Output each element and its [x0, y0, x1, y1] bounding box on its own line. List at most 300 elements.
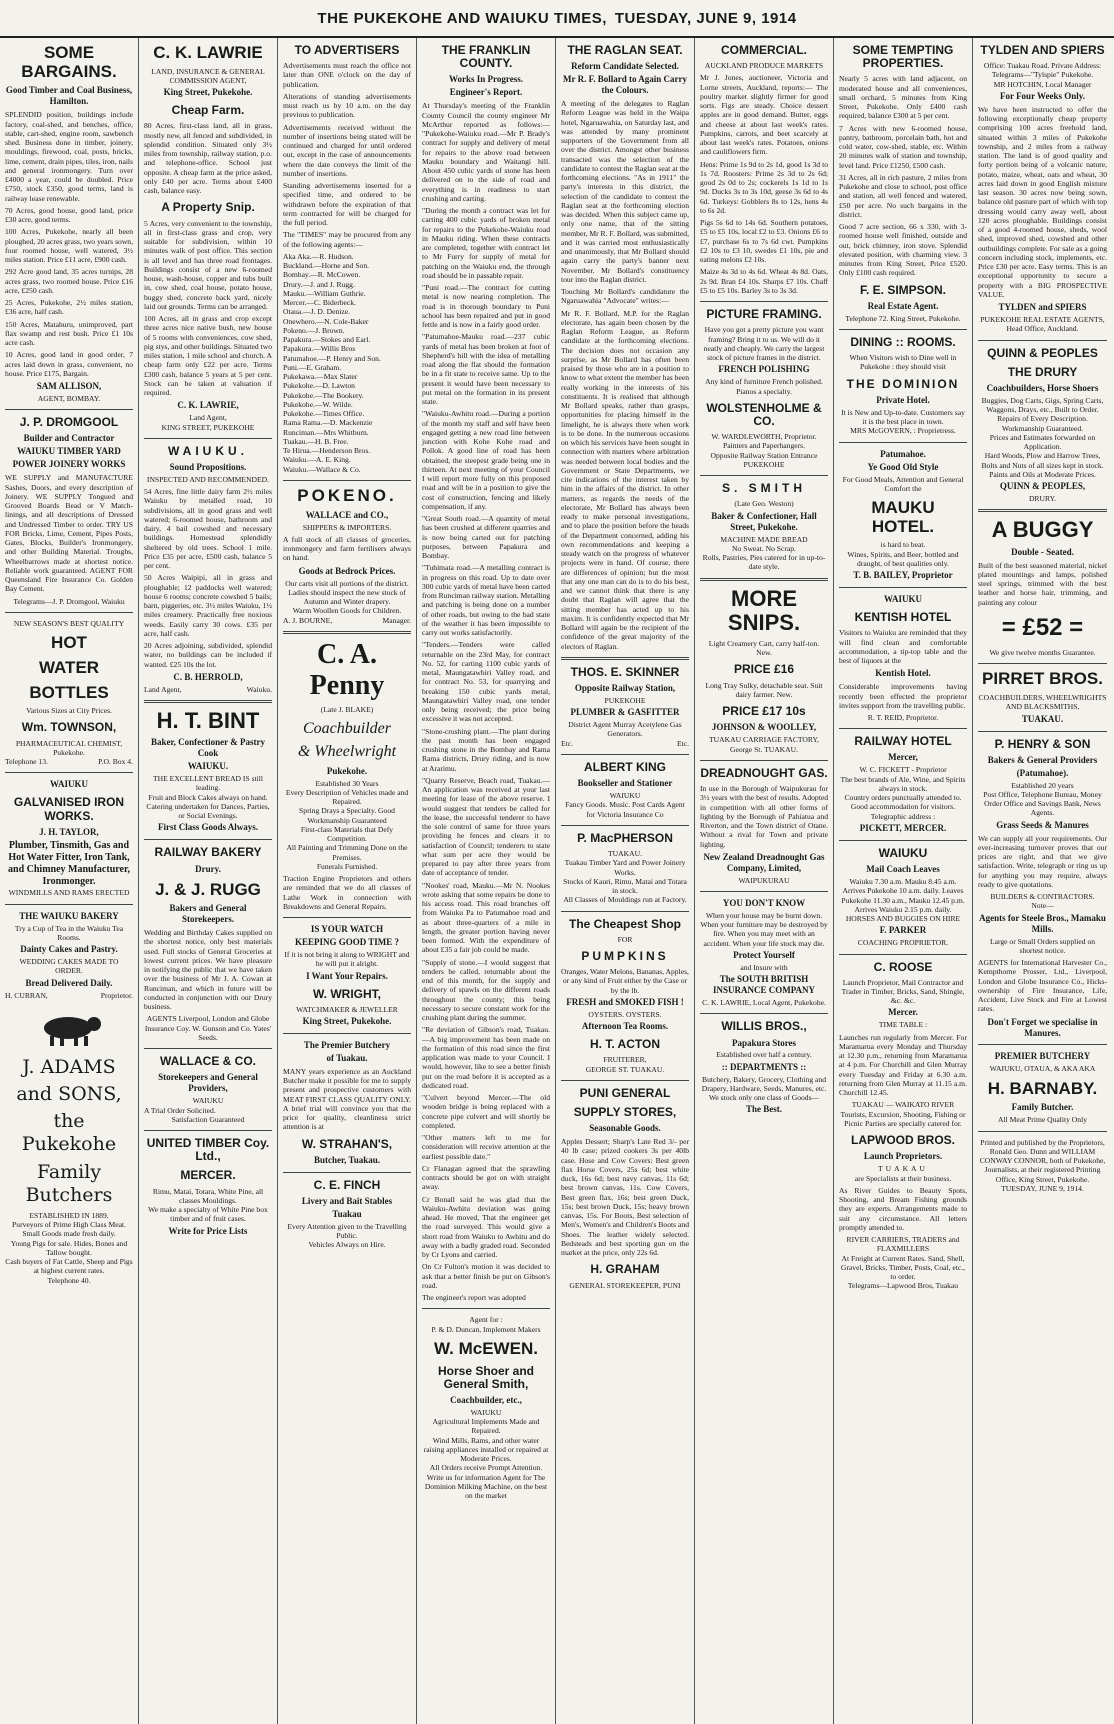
agent-list-item: Waiuku.—A. E. King. [283, 455, 351, 465]
column-2 [139, 38, 278, 1724]
paper-date: TUESDAY, JUNE 9, 1914 [614, 9, 797, 27]
bakery-try: Try a Cup of Tea in the Waiuku Tea Rooms. [14, 923, 124, 942]
cash-buyers: Cash buyers of Fat Cattle, Sheep and Pigs at highest current rates. [5, 1257, 133, 1276]
farm-listing: 5 Acres, very convenient to the township, all in first-class grass and crop, very suitable for subdivision, within 10 minutes walk of post office. This section is all level and has three road frontages. Buildings consist of a new 6-roomed house, wash-house, copper and tubs built in, cow shed, coal house, potato house, buggy shed, concrete back yard, nicely laid out grounds. Terms can be arranged. [144, 218, 272, 311]
tuakau-heading: TUAKAU — WAIKATO RIVER [851, 1100, 955, 1110]
tylden-heading: TYLDEN AND SPIERS [980, 43, 1105, 57]
agent-list-item: Bombay.—R. McCowen. [283, 270, 361, 280]
springdrays-text: Spring Drays a Specialty. Good Workmanship Guaranteed [299, 806, 395, 825]
herrold-role: Land Agent, [144, 684, 182, 694]
bourne-name: A. J. BOURNE, [283, 615, 333, 625]
bakers-heading: Bakers & General Providers [987, 754, 1098, 765]
column-6 [695, 38, 834, 1724]
article-paragraph: The engineer's report was adopted [422, 1293, 526, 1303]
roose-heading: C. ROOSE [873, 959, 933, 974]
imprint-date: TUESDAY, JUNE 9, 1914. [1001, 1183, 1084, 1193]
builders-text: BUILDERS & CONTRACTORS. [990, 892, 1095, 902]
paper-title: THE PUKEKOHE AND WAIUKU TIMES, [317, 9, 607, 27]
agent-list-item: Patumahoe.—P. Henry and Son. [283, 353, 381, 363]
tuakau2-text: TUAKAU [877, 1164, 929, 1174]
agents-text: PUKEKOHE REAL ESTATE AGENTS, [980, 315, 1105, 325]
rugg-agents: AGENTS Liverpool, London and Globe Insurance Coy. W. Gunson and Co. Yates' Seeds. [144, 1014, 272, 1042]
nosweat-text: No Sweat. No Scrap. [732, 543, 796, 553]
lawrie-sub: LAND, INSURANCE & GENERAL COMMISSION AGENT, [151, 66, 265, 85]
tylden2-heading: TYLDEN and SPIERS [998, 302, 1087, 313]
premier-heading: PREMIER BUTCHERY [994, 1051, 1091, 1062]
season-text: NEW SEASON'S BEST QUALITY [13, 618, 125, 628]
raglan-heading: THE RAGLAN SEAT. [567, 43, 683, 57]
watch-question: KEEPING GOOD TIME ? [294, 937, 400, 948]
butchery-heading: The Premier Butchery [303, 1039, 391, 1050]
lawrie-place: KING STREET, PUKEKOHE [161, 422, 255, 432]
mail-text: Waiuku 7.30 a.m. Mauku 8.45 a.m. Arrives Pukekohe 10 a.m. daily. Leaves Pukekohe 11.30 a.m., Mauku 12.45 p.m. Arrives Waiuku 2.15 p.m. daily. [841, 877, 965, 914]
article-paragraph: "Patumahoe-Mauku road.—237 cubic yards of metal has been broken at foot of Shepherd's hill with the idea of metalling road along the flat should the formation be in a fit state to receive same. Up to the present it would have been necessary to put metal on the formation in its present state. [422, 332, 550, 407]
goods-text: Apples Dessert; Sharp's Late Red 3/- per 40 lb case; prized cookers 3s per 40lb case. Hose and Cow Covers: Best green flax Horse Covers, 25s 6d; best white duck, 16s 6d; best navy canvas, 11s 6d; best brown canvas, 11s. Cow Covers, Best green flax, 16s; best green Duck, 15s; best brown Duck, 15s; heavy brown canvas, 15s. For Boots, Best selection of Men's, Women's and Children's Boots and Shoes. The leather widely selected. Bedsteads and best sporting gun on the market at the price, only 22s 6d. [561, 1137, 689, 1258]
agent-list-item: Pukekohe.—The Bookery. [283, 390, 364, 400]
printed-text: Printed and published by the Proprietors, Ronald Geo. Dunn and WILLIAM CONWAY CONNOR, both of Pukekohe, Journalists, at their registered Printing Office, King Street, Pukekohe. [979, 1137, 1106, 1184]
dromgool-sub: POWER JOINERY WORKS [12, 459, 126, 470]
tray-text: Long Tray Sulky, detachable seat. Suit dairy farmer. New. [705, 680, 823, 699]
new-text: It is New and Up-to-date. Customers say it is the best place in town. [841, 407, 965, 427]
wright-heading: W. WRIGHT, [313, 986, 381, 1001]
snips-text: Light Creamery Cart, carry half-ton. New. [708, 638, 820, 658]
firstclass-text: First Class Goods Always. [157, 822, 258, 833]
satisfaction-text: Satisfaction Guaranteed [171, 1114, 245, 1124]
supply-heading: SUPPLY STORES, [573, 1105, 677, 1119]
pirret-heading: PIRRET BROS. [982, 669, 1103, 689]
agent-list-item: Runciman.—Mrs Whitburn. [283, 427, 369, 437]
kentish2-heading: Kentish Hotel. [875, 668, 931, 679]
country-text: Country orders punctually attended to. [844, 793, 962, 803]
timber-text: Tuakau Timber Yard and Power Joinery Works. [564, 858, 686, 877]
hot-heading: HOT [51, 633, 87, 653]
finch-heading: C. E. FINCH [313, 1177, 381, 1192]
curran-role: Proprietor. [100, 990, 133, 1000]
townson-heading: Wm. TOWNSON, [21, 720, 117, 735]
prices-text: Prices and Estimates forwarded on Application. [989, 432, 1096, 452]
pokeno-text: A full stock of all classes of groceries, ironmongery and farm fertilisers always on hand. [283, 534, 411, 563]
pirret-place: TUAKAU. [1021, 713, 1064, 724]
tourists-text: Tourists, Excursion, Shooting, Fishing or Picnic Parties are specially catered for. [840, 1109, 966, 1128]
henry-heading: P. HENRY & SON [994, 736, 1091, 751]
pokeno-role: SHIPPERS & IMPORTERS. [302, 522, 392, 532]
stocks-text: Stocks of Kauri, Rimu, Matai and Totara in stock. [563, 876, 687, 896]
family-text: Family Butcher. [1011, 1102, 1074, 1113]
double-heading: Double - Seated. [1011, 546, 1074, 557]
rimu-text: Rimu, Matai, Totara, White Pine, all classes Mouldings. [152, 1186, 264, 1205]
telegraphic-text: Telegraphic address : [870, 811, 936, 821]
coachbuilder-heading: Coachbuilder [303, 719, 391, 737]
dominion-heading: THE DOMINION [846, 376, 960, 391]
dontknow-heading: YOU DON'T KNOW [722, 897, 806, 908]
carts-text: Our carts visit all portions of the district. [285, 578, 409, 588]
ye-text: For Good Meals, Attention and General Comfort the [842, 474, 964, 493]
advertisers-text: Advertisements received without the number of insertions being stated will be continued and charged for until ordered out, except in the case of announcements where the date conveys the limit of the number of insertions. [283, 122, 411, 178]
timetable-heading: TIME TABLE : [878, 1020, 928, 1030]
coaching-text: COACHING PROPRIETOR. [857, 938, 949, 948]
agent-list-item: Pukekohe.—D. Lawton [283, 381, 355, 391]
grass-text: We can supply all your requirements. Our ever-increasing turnover proves that our prices are right, and that we give satisfaction. Write, telegraph or ring us up for anything you may require, always ready to give quotations. [978, 833, 1107, 889]
south-heading: The SOUTH BRITISH INSURANCE COMPANY [712, 974, 816, 996]
wright-role: WATCHMAKER & JEWELLER [296, 1004, 398, 1014]
etc-text: Etc. [561, 738, 574, 748]
large-text: Large or Small Orders supplied on shortest notice. [989, 936, 1096, 955]
farm-listing: 100 Acres, all in grass and crop except three acres nice native bush, new house of 5 rooms with conveniences, cow shed, pig stys, and other buildings. Situated two miles station, 1 mile school and church. A cheap farm only £22 per acre. Terms £300 cash, balance 5 years at 5 per cent. Stock can be taken at valuation if required. [144, 314, 272, 398]
french-text: Any kind of furniture French polished. Pianos a specialty. [705, 377, 823, 396]
repairs-text: Every Description of Vehicles made and Repaired. [285, 787, 409, 807]
article-paragraph: Touching Mr Bollard's candidature the Ngaruawahia "Advocate" writes:— [561, 287, 689, 306]
oranges-text: Oranges, Water Melons, Bananas, Apples, or any kind of Fruit either by the Case or by the lb. [561, 967, 689, 995]
agent-list-item: Papakura.—Willis Bros [283, 344, 356, 354]
agent-list-item: Mercer.—C. Biderbeck. [283, 298, 356, 308]
produce-heading: AUCKLAND PRODUCE MARKETS [704, 61, 824, 71]
waiuku2-heading: WAIUKU [878, 845, 928, 860]
commercial-heading: COMMERCIAL. [721, 43, 807, 57]
tempt-heading: SOME TEMPTING PROPERTIES. [852, 43, 954, 71]
agent-list-item: Drury.—J. and J. Rugg. [283, 279, 355, 289]
bourne-role: Manager. [382, 615, 411, 625]
bollard-heading: Mr R. F. Bollard to Again Carry the Colours. [563, 74, 687, 96]
strahan-heading: W. STRAHAN'S, [301, 1136, 393, 1151]
river-text: As River Guides to Beauty Spots, Shooting, and Bream Fishing grounds they are experts. Arrangements made to suit any circumstance. All letters promptly attended to. [839, 1185, 967, 1232]
specialists-text: are Specialists at their business. [854, 1173, 952, 1183]
article-paragraph: A meeting of the delegates to Raglan Reform League was held in the Waipa hotel, Ngaruawahia, on Saturday last, and was attended by many prominent supporters of the Government from all over the district. Amongst other business transacted was the selection of the candidate to contest the Raglan seat at the forthcoming elections. "As in 1911" the party's interests in this district, the selection of the candidate to contest the Raglan seat at the forthcoming election was decided. When this subject came up, only one name, that of the sitting member, Mr R. F. Bollard, was submitted, and it was carried most enthusiastically and unanimously, that Mr Bollard should again carry the party's banner next November. Mr Bollard's constituency tour into the Raglan district. [561, 99, 689, 284]
agents2-text: AGENTS for International Harvester Co., Kempthorne Prosser, Ltd., Liverpool, London and Globe Insurance Co., Hicks-ownership of Fire Insurance, Life, Accident, Live Stock and Fire at Lowest rates. [978, 958, 1107, 1014]
smith-late: (Late Geo. Weston) [734, 499, 794, 509]
picture-heading: PICTURE FRAMING. [706, 307, 822, 322]
skinner-heading: THOS. E. SKINNER [570, 664, 680, 679]
adams-heading: Family Butchers [25, 1160, 113, 1206]
rugg-sub: Bakers and General Storekeepers. [169, 903, 247, 925]
machine-text: MACHINE MADE BREAD [720, 534, 808, 544]
puni-heading: PUNI GENERAL [579, 1085, 671, 1100]
funerals-text: Funerals Furnished. [316, 861, 378, 871]
lawrie-name: C. K. LAWRIE, [177, 400, 239, 411]
article-paragraph: "Stone-crushing plant.—The plant during the past month has been engaged crushing stone in the Bombay and Rama Rama districts, Drury riding, and is now at Ararimu. [422, 726, 550, 773]
bint-place: WAIUKU. [187, 761, 229, 772]
coach-text: Buggies, Dog Carts, Gigs, Spring Carts, Waggons, Drays, etc., Built to Order. [981, 395, 1104, 415]
drury2-text: DRURY. [1028, 494, 1057, 504]
windmills-text: Wind Mills, Rams, and other water raising appliances installed or repaired at Moderate Prices. [423, 1435, 549, 1464]
post-text: Post Office, Telephone Bureau, Money Order Office and Savings Bank, News Agents. [983, 789, 1102, 818]
dread-heading: DREADNOUGHT GAS. [700, 765, 828, 780]
lawrie-heading: C. K. LAWRIE [153, 43, 263, 62]
repairs-text: Repairs of Every Description. Workmanship Guaranteed. [997, 414, 1088, 433]
timetable-text: Launches run regularly from Mercer. For Maramarua every Monday and Thursday at 12.30 p.m., returning from Maramarua at 4 p.m. For Churchill and Glen Murray every Tuesday and Friday at 6.30 a.m. returning from Glen Murray at 11.15 a.m. Churchill 12.45. [839, 1032, 967, 1098]
farm-listing: 150 Acres, Matahuru, unimproved, part flax swamp and rest bush. Price £1 10s acre cash. [5, 319, 133, 348]
snips-heading: MORE SNIPS. [727, 585, 801, 635]
livery-text: Livery and Bait Stables [301, 1196, 393, 1206]
cheapest-heading: The Cheapest Shop [568, 916, 681, 931]
column-5 [556, 38, 695, 1724]
report-heading: Engineer's Report. [449, 87, 523, 98]
reform-heading: Reform Candidate Selected. [571, 61, 679, 72]
railway-bakery-heading: RAILWAY BAKERY [154, 845, 262, 860]
oysters-text: OYSTERS. OYSTERS. [588, 1009, 662, 1019]
mouldings-text: All Classes of Mouldings run at Factory. [563, 895, 687, 905]
wolst-role: W. WARDLEWORTH, Proprietor. [711, 432, 817, 442]
skinner-sub: Opposite Railway Station, [574, 683, 676, 694]
etc-text: Etc. [676, 738, 689, 748]
agent-name: SAM ALLISON, [36, 381, 102, 392]
mail-heading: Mail Coach Leaves [866, 864, 940, 875]
lawrie-place: King Street, Pukekohe. [163, 87, 253, 98]
adams-heading: and SONS, [16, 1083, 122, 1106]
mercer-heading: MERCER. [180, 1168, 236, 1183]
column-4 [417, 38, 556, 1724]
rates-text: At Freight at Current Rates. Sand, Shell, Gravel, Bricks, Timber, Posts, Coal, etc., to order. [840, 1253, 966, 1282]
pumpkins-heading: PUMPKINS [581, 949, 669, 963]
lawrie-role: Land Agent, [189, 413, 227, 423]
specialty-text: We make a specialty of White Pine box timber and of fruit cases. [148, 1205, 268, 1224]
prime-text: All Meat Prime Quality Only [997, 1115, 1087, 1125]
article-paragraph: Mr J. Jones, auctioneer, Victoria and Lorne streets, Auckland, reports:— The poultry market slightly firmer for good sorts. Figs are steady. Choice dessert apples are in good demand. Butter, eggs and cheese at about last week's rates. Pumpkins, carrots, and beet scarcely at about last week's rates. Potatoes, onions and cauliflowers firm. [700, 73, 828, 157]
agent-list-item: Waiuku.—Wallace & Co. [283, 464, 361, 474]
rolls-text: Rolls, Pastries, Pies catered for in up-to-date style. [702, 553, 826, 572]
opposite-text: Opposite Railway Station Entrance [710, 450, 818, 460]
penny-late: (Late J. BLAKE) [320, 705, 374, 715]
established: ESTABLISHED IN 1889. [29, 1210, 109, 1220]
farm-listing: 20 Acres adjoining, subdivided, splendid water, no buildings can be included if wanted. £25 10s the lot. [144, 641, 272, 669]
smith-heading: S. SMITH [721, 481, 806, 496]
agent-place: AGENT, BOMBAY. [37, 394, 101, 404]
bull-illustration-icon [34, 1008, 104, 1048]
johnson-sub: TUAKAU CARRIAGE FACTORY, [709, 735, 819, 745]
dromgool-sub: Builder and Contractor [23, 433, 115, 444]
article-paragraph: "Quarry Reserve, Beach road, Tuakau.—An application was received at your last meeting for lease of the above reserve. I would suggest that tenders be called for the lease, the successful tenderer to have the sole control of same for three years providing he fences and clears it to satisfaction of Council; tenderers to state what sum per acre they would be prepared to pay after three years from date of acceptance of tender. [422, 775, 550, 878]
farm-listing: 25 Acres, Pukekohe, 2½ miles station, £36 acre, half cash. [5, 298, 133, 317]
agent-list-item: Tuakau.—H. B. Free. [283, 436, 349, 446]
king-heading: ALBERT KING [584, 759, 666, 774]
adams-tel: Telephone 40. [47, 1275, 91, 1285]
willis-sub: Papakura Stores [731, 1037, 797, 1048]
property-listing: Good 7 acre section, 66 x 330, with 3-roomed house well finished, outside and out, brick chimney, iron stove. Splendid elevated position, with charming view. 3 minutes from King Street, Price £520. Only £100 cash required. [839, 222, 967, 278]
waiuku-heading: WAIUKU. [168, 443, 248, 458]
property-listing: 7 Acres with new 6-roomed house, pantry, bathroom, porcelain bath, hot and cold water, cow-shed, stable, etc. Within 20 minutes walk of station and township, level land. Price £1250, £500 cash. [839, 123, 967, 170]
advertisers-text: Standing advertisements inserted for a specified time, and ordered to be withdrawn before the expiration of that term contracted for will be charged for the full period. [283, 181, 411, 228]
agent-names: P. & D. Duncan, Implement Makers [431, 1324, 541, 1334]
article-paragraph: Hens: Prime 1s 9d to 2s 1d, good 1s 3d to 1s 7d. Roosters: Prime 2s 3d to 2s 6d; good 2s 0d to 2s; cockerels 1s 1d to 1s 9d. Ducks 3s to 3s 10d, geese 3s 6d to 4s 6d. Turkeys: Gobblers 8s to 12s, hens 4s to 6s 2d. [700, 159, 828, 215]
simpson-heading: F. E. SIMPSON. [859, 282, 946, 297]
bakery-heading: THE WAIUKU BAKERY [19, 910, 119, 921]
advertisers-text: The "TIMES" may be procured from any of the following agents:— [283, 230, 411, 249]
wolstenholme-heading: WOLSTENHOLME & CO. [706, 400, 822, 429]
want-text: I Want Your Repairs. [306, 970, 388, 981]
column-7 [834, 38, 973, 1724]
agent-list-item: Rama Rama.—D. Mackenzie [283, 418, 373, 428]
wedding-text: WEDDING CAKES MADE TO ORDER. [19, 957, 119, 976]
farm-listing: 54 Acres, fine little dairy farm 2½ miles Waiuku by metalled road, 10 subdivisions, all in good grass and well watered; 6-roomed house, bathroom and dairy, 4 bail cowshed and necessary buildings. Homestead splendidly sheltered by old trees. School 1 mile. Price £35 per acre, £500 cash, balance 5 per cent. [144, 487, 272, 571]
for-text: FOR [617, 934, 633, 944]
railway-hotel-heading: RAILWAY HOTEL [854, 734, 952, 749]
cheap-heading: Cheap Farm. [171, 103, 245, 118]
works-heading: Works In Progress. [449, 74, 523, 85]
king-place: WAIUKU [609, 791, 641, 801]
accom-text: Good accommodation for visitors. [850, 802, 956, 812]
adams-heading: J. ADAMS [22, 1055, 116, 1078]
painters-text: Painters and Paperhangers. [722, 441, 806, 451]
fickett-text: W. C. FICKETT - Proprietor [859, 765, 947, 775]
wines-text: Wines, Spirits, and Beer, bottled and draught, of best qualities only. [847, 549, 959, 568]
steele-text: Agents for Steele Bros., Mamaku Mills. [979, 912, 1106, 934]
farm-listing: 80 Acres, first-class land, all in grass, mostly new, all fenced and subdivided, in splendid condition. Situated only 3½ miles from township, railway station, p.o. and telephone-office. School just opposite. A cheap farm at the price asked, only £40 per acre. Terms about £400 cash, balance easy. [144, 121, 272, 196]
mauku-heading: MAUKU HOTEL. [871, 498, 935, 536]
farm-listing: 100 Acres, Pukekohe, nearly all been ploughed, 20 acres grass, two years sown, four roomed house, well watered, 3½ miles station. Price £11 acre, £900 cash. [5, 227, 133, 265]
quinn2-heading: QUINN & PEOPLES, [999, 481, 1086, 492]
picture-text: Have you got a pretty picture you want framing? Bring it to us. We will do it neatly and cheaply. We carry the largest stock of picture frames in the district. [703, 325, 825, 363]
drury-text: Drury. [195, 863, 221, 874]
pickett-text: PICKETT, MERCER. [859, 822, 947, 833]
hard-text: Hard Woods, Plow and Harrow Trees, Bolts and Nuts of all sizes kept in stock. [981, 451, 1104, 470]
agent-list-item: Pukekawa.—Max Slater [283, 372, 358, 382]
column-1 [0, 38, 139, 1724]
dromgool-sub: WAIUKU TIMBER YARD [17, 446, 121, 457]
tylden-text: Office: Tuakau Road. Private Address: Telegrams—"Tylspie" Pukekohe. [983, 61, 1102, 80]
purveyors: Purveyors of Prime High Class Meat. [12, 1220, 126, 1230]
barnaby-heading: H. BARNABY. [987, 1078, 1098, 1098]
dromgool-heading: J. P. DROMGOOL [19, 415, 119, 430]
price-heading: PRICE £17 10s [722, 704, 806, 719]
mercer-text: Mercer, [888, 752, 918, 763]
kentish-text: Visitors to Waiuku are reminded that they will find clean and comfortable accommodation, a tip-top table and the best of liquors at the [839, 628, 967, 666]
buggy-price: = £52 = [1001, 613, 1084, 641]
acetylene-text: District Agent Murray Acetylene Gas Generators. [568, 720, 682, 739]
lapwood-heading: LAPWOOD BROS. [851, 1133, 955, 1148]
materials-text: First-class Materials that Defy Competition. [300, 824, 394, 844]
bargains-subheading: Good Timber and Coal Business, Hamilton. [5, 85, 133, 107]
article-paragraph: "Other matters left to me for consideration will receive attention at the earliest possible date." [422, 1133, 550, 1161]
note-text: Note— [1031, 901, 1054, 911]
mr-text: MR HOTCHIN, Local Manager [993, 79, 1092, 89]
best-text: The Best. [746, 1104, 782, 1115]
private-text: Private Hotel. [876, 394, 930, 405]
grass-heading: Grass Seeds & Manures [996, 819, 1089, 830]
mauku-text: is hard to beat. [880, 540, 926, 550]
agent-for: Agent for : [469, 1315, 503, 1325]
premier-place: WAIUKU, OTAUA, & AKA AKA [989, 1064, 1096, 1074]
willis-heading: WILLIS BROS., [721, 1019, 807, 1034]
advertisers-text: Advertisements must reach the office not later than ONE o'clock on the day of publication. [283, 61, 411, 89]
dromgool-text: WE SUPPLY and MANUFACTURE Sashes, Doors, and every description of Joinery. WE SUPPLY Tongued and Grooved Boards Bead or V Match-linings, and all descriptions of Dressed and Undressed Timber to order. TRY US FOR Bricks, Lime, Cement, Pipes Posts, Gates, Blocks, Builder's Ironmongery, and other Building Material. Troughs, Wheelbarrows made at shortest notice. Reliable work guaranteed. AGENT FOR Queensland Fire Insurance Co. Golden Bay Cement. [5, 473, 133, 594]
article-paragraph: On Cr Fulton's motion it was decided to ask that a better finish be put on Gibson's road. [422, 1262, 550, 1290]
chemist-text: PHARMACEUTICAL CHEMIST, [15, 738, 123, 748]
excellent-text: THE EXCELLENT BREAD IS still leading. [153, 774, 263, 793]
waiuku-heading: WAIUKU [883, 594, 922, 605]
waiuku-heading: WAIUKU [49, 779, 88, 790]
chemist-tel: Telephone 13. [5, 757, 48, 767]
orders-text: All Orders receive Prompt Attention. Write us for information Agent for The Dominion Milking Machine, on the best on the market [424, 1463, 548, 1501]
fruit-text: Fruit and Block Cakes always on hand. [148, 792, 268, 802]
seasonable-text: Seasonable Goods. [589, 1123, 661, 1134]
dining-heading: DINING :: ROOMS. [850, 335, 956, 350]
masthead [0, 0, 1114, 38]
article-paragraph: "Tuhimata road.—A metalling contract is in progress on this road. Up to date over 300 cubic yards of metal have been carted from Runciman railway station. Metalling and patching is being done on a number of other roads, but owing to the bad state of the weather it has been impossible to carry out works satisfactorily. [422, 563, 551, 638]
dontforget-text: Don't Forget we specialise in Manures. [987, 1016, 1098, 1038]
parker-heading: F. PARKER [879, 925, 927, 936]
bottles-heading: BOTTLES [29, 682, 109, 702]
coach-heading: Coachbuilders, Horse Shoers [986, 383, 1099, 393]
storekeepers-text: Storekeepers and General Providers, [158, 1072, 258, 1094]
implements-text: Agricultural Implements Made and Repaired. [432, 1417, 540, 1436]
franklin-heading: THE FRANKLIN COUNTY. [441, 43, 531, 71]
agent-list-item: Pukekohe.—W. Wilde. [283, 399, 353, 409]
agent-list-item: Te Hirua.—Henderson Bros. [283, 446, 371, 456]
agents-list [283, 252, 411, 474]
bargains-heading: SOME BARGAINS. [21, 43, 117, 81]
nz-place: WAIPUKURAU [738, 875, 790, 885]
article-paragraph: Mr R. F. Bollard, M.P. for the Raglan electorate, has again been chosen by the Raglan Reform League, as Reform candidate at the forthcoming elections. The decision does not occasion any surprise, as Mr Bollard has often been praised by those who are in a position to know to what extent the member has been really working in the interests of his constituents. It is realised that although Mr Bollard speaks, rather than grasps, opportunities for placing himself in the limelight, he is always there when work is to be done. In the numerous occasions on which his services have been sought in connection with matters where arbitration was needed between local bodies and the Government or State Departments, we cite indications of the interest taken by him in the affairs of the district. In other matters, as regards the needs of the electorate, Mr Bollard has always been ready to make personal investigations, and to place the position before the heads of the Department concerned, adding his own recommendations and keeping a steady watch on the progress of whatever projects were in hand. Of course, there are differences of opinion; but the most that any one man can do is to do his best, and we cannot think that there is any doubt that Raglan will agree that the sitting member has acted up to his maxim. It is confidently expected that Mr Bollard will again be the recipient of the confidence of the great majority of the electors of Raglan. [561, 308, 689, 651]
united-heading: UNITED TIMBER Coy. Ltd., [146, 1136, 270, 1164]
simpson-sub: Real Estate Agent. [867, 300, 939, 311]
finch-text: Every Attention given to the Travelling Public. [287, 1221, 407, 1241]
nz-heading: New Zealand Dreadnought Gas Company, Limited, [703, 851, 825, 873]
article-paragraph: "Nookes' road, Mauku.—Mr N. Nookes wrote asking that some repairs be done to his access road. This road branches off from Waiuku Pa to Patumahoe road and as about three-quarters of a mile in length, the greater portion having never been formed. With the expenditure of about £35 a fair job could be made. [422, 880, 550, 955]
inspected-text: INSPECTED AND RECOMMENDED. [146, 474, 270, 484]
fresh-text: FRESH and SMOKED FISH ! [566, 996, 684, 1007]
mcewen-heading: W. McEWEN. [434, 1338, 538, 1358]
column-3 [278, 38, 417, 1724]
pokeno-sub: WALLACE and CO., [305, 509, 389, 520]
protect-text: Protect Yourself [733, 949, 795, 960]
macpherson-place: TUAKAU. [608, 849, 642, 859]
article-paragraph: "Supply of stone.—I would suggest that tenders be called, returnable about the end of this month, for the supply and delivery of spawls on the different roads throughout the county; this being necessary to secure constant work for the crushing plant during the summer. [422, 957, 550, 1023]
sound-heading: Sound Propositions. [169, 461, 247, 472]
agent-list-item: Aka Aka.—R. Hudson. [283, 251, 354, 261]
farm-listing: 50 Acres Waipipi, all in grass and ploughable; 12 paddocks well watered; house 6 rooms; concrete cowshed 5 bails; barn, piggeries, etc. 3½ miles Waiuku, 1½ miles creamery. Practically free noxious weeds. Easily carry 30 cows. £35 per acre, half cash. [144, 573, 272, 638]
finch-place: Tuakau [332, 1208, 362, 1219]
mcewen-sub: Horse Shoer and General Smith, [437, 1363, 535, 1391]
farm-listing: 70 Acres, good house, good land, price £30 acre, good terms. [5, 205, 133, 225]
taylor-lines: Plumber, Tinsmith, Gas and Hot Water Fitter, Iron Tank, and Chimney Manufacturer, Ironmonger. [8, 839, 130, 888]
patumahoe-text: (Patumahoe). [1016, 767, 1069, 778]
trial-text: A Trial Order Solicited. [144, 1105, 216, 1115]
penny-place: Pukekohe. [326, 765, 368, 776]
agent-list-item: Papakura.—Stokes and Earl. [283, 335, 371, 345]
offer-text: We have been instructed to offer the following exceptionally cheap property comprising 100 acres freehold land, situated within 3 miles of Pukekohe township, and 2 miles from a railway station. The land is of good quality and forty portion being of a volcanic nature, potato, maize, wheat, oats and wheat, 30 acres laid down in good English mixture last season. 30 acres now being sown, balance old pasture part of which with top dressing would carry away well, about 120 acres ploughable. Buildings consist of a good 4-roomed house, sheds, wool shed, improved shed, cowshed and other outbuildings complete. For sale as a going concern including stock, implements, etc. Price £30 per acre. Easy terms. This is an exceptional opportunity to secure a property with a BIG PROSPECTIVE VALUE. [978, 104, 1107, 299]
bailey-text: T. B. BAILEY, Proprietor [853, 570, 953, 581]
depts-heading: :: DEPARTMENTS :: [721, 1061, 807, 1072]
macpherson-heading: P. MacPHERSON [577, 830, 673, 845]
johnson-place: George St. TUAKAU. [729, 744, 799, 754]
best-brands: The best brands of Ale, Wine, and Spirits always in stock. [840, 774, 966, 793]
pirret-sub: COACHBUILDERS, WHEELWRIGHTS AND BLACKSMITHS, [978, 693, 1107, 712]
agent-list-item: Buckland.—Horne and Son. [283, 261, 370, 271]
wallace-heading: WALLACE & CO. [160, 1054, 256, 1069]
roose-text: Launch Proprietor, Mail Contractor and Trader in Timber, Bricks, Sand, Shingle, &c. &c. [841, 977, 965, 1006]
plumber-text: PLUMBER & GASFITTER [570, 707, 680, 718]
article-paragraph: "Tenders.—Tenders were called returnable on the 23rd May, for contract No. 52, for carting 1100 cubic yards of metal, Maungatawhiri Valley road, and for contract No. 53, for quarrying and breaking 150 cubic yards metal, Maungatawhiri Valley road, one tender only being received; the price being excessive it was not accepted. [422, 640, 550, 724]
strahan-role: Butcher, Tuakau. [314, 1154, 380, 1165]
mcewen-role: Coachbuilder, etc., [450, 1394, 522, 1405]
fancy-text: Fancy Goods. Music. Post Cards Agent for Victoria Insurance Co [565, 800, 685, 819]
paints-text: Paints and Oils at Moderate Prices. [989, 469, 1096, 479]
ye-heading: Ye Good Old Style [867, 461, 939, 472]
est-text: Established 20 years [1011, 780, 1074, 790]
agent-list-item: Puni.—E. Graham. [283, 362, 342, 372]
afternoon-text: Afternoon Tea Rooms. [581, 1021, 669, 1032]
snip-heading: A Property Snip. [161, 200, 255, 215]
traction-text: Traction Engine Proprietors and others are reminded that we do all classes of Lathe Work in connection with Breakdowns and General Repairs. [283, 874, 411, 911]
south-agent: C. K. LAWRIE, Local Agent, Pukekohe. [702, 998, 826, 1008]
article-paragraph: At Thursday's meeting of the Franklin County Council the county engineer Mr McArthur reported as follows:— "Pukekohe-Waiuku road.—Mr P. Brady's contract for supply and delivery of metal for repairs to the above road between Mauku boundary and Waitangi hill. About 450 cubic yards of stone has been delivered on to the side of road and everything is in readiness to start crushing and carting. [422, 101, 550, 203]
article-paragraph: "Re deviation of Gibson's road, Tuakau.—A big improvement has been made on the formation of this road since the first application was made to your Council. I would, however, like to see a better finish put on the road before it is accepted as a dedicated road. [422, 1025, 550, 1090]
acton-heading: H. T. ACTON [589, 1037, 660, 1052]
mcewen-place: WAIUKU [470, 1407, 502, 1417]
insure-text: and Insure with [740, 962, 788, 972]
column-8 [973, 38, 1112, 1724]
write-text: Write for Price Lists [168, 1225, 248, 1236]
agent-list-item: Mauku.—William Guthrie. [283, 288, 366, 298]
